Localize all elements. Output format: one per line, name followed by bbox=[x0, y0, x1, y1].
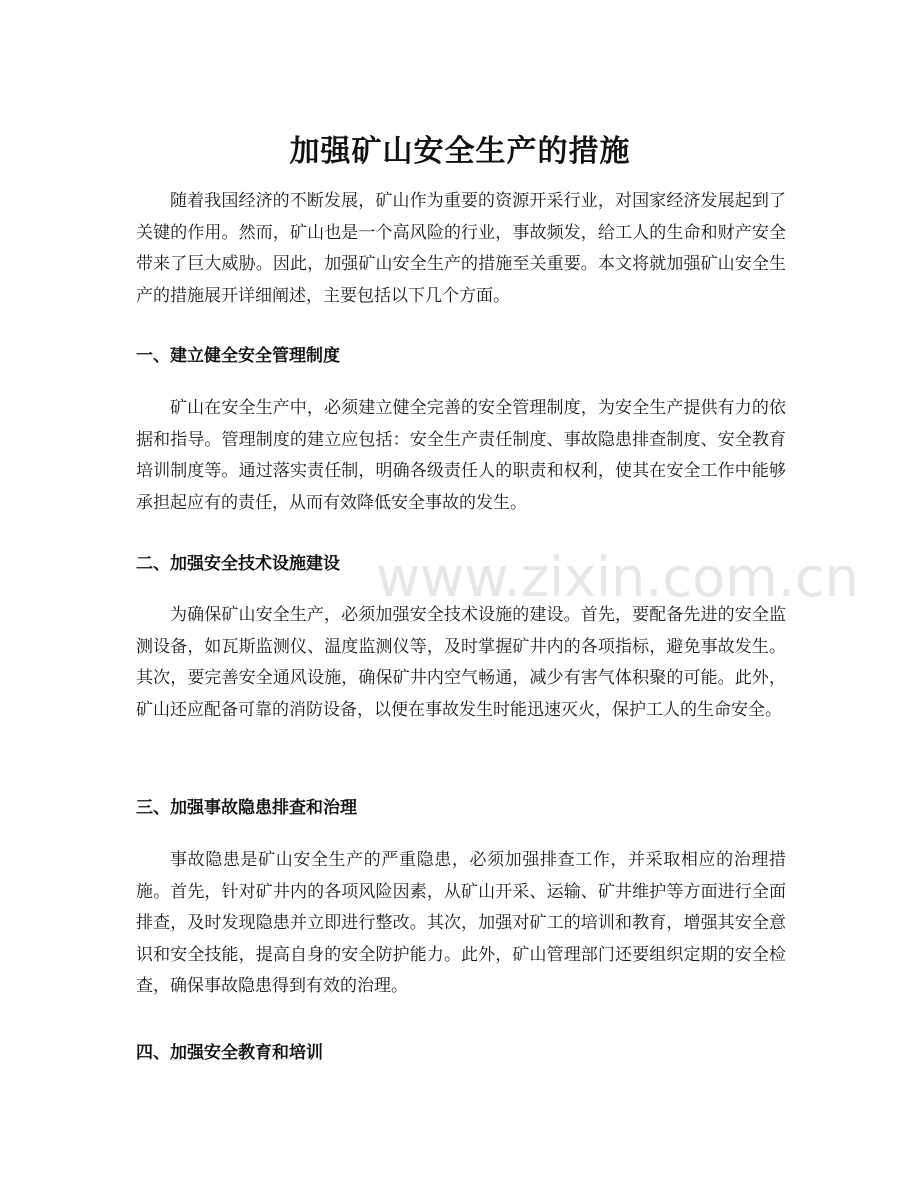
section-body-1: 矿山在安全生产中，必须建立健全完善的安全管理制度，为安全生产提供有力的依据和指导。管理制度的建立应包括：安全生产责任制度、事故隐患排查制度、安全教育培训制度等。通过落实责任制，明确各级责任人的职责和权利，使其在安全工作中能够承担起应有的责任，从而有效降低安全事故的发生。 bbox=[136, 398, 786, 513]
section-heading-2: 二、加强安全技术设施建设 bbox=[136, 554, 340, 574]
section-body-2: 为确保矿山安全生产，必须加强安全技术设施的建设。首先，要配备先进的安全监测设备，如瓦斯监测仪、温度监测仪等，及时掌握矿井内的各项指标，避免事故发生。其次，要完善安全通风设施，确保矿井内空气畅通，减少有害气体积聚的可能。此外，矿山还应配备可靠的消防设备，以便在事故发生时能迅速灭火，保护工人的生命安全。 bbox=[136, 605, 786, 720]
section-heading-4: 四、加强安全教育和培训 bbox=[136, 1043, 323, 1063]
watermark: www.zixin.com.cn bbox=[376, 546, 859, 609]
document-title: 加强矿山安全生产的措施 bbox=[289, 134, 631, 170]
intro-paragraph: 随着我国经济的不断发展，矿山作为重要的资源开采行业，对国家经济发展起到了关键的作用。然而，矿山也是一个高风险的行业，事故频发，给工人的生命和财产安全带来了巨大威胁。因此，加强矿山安全生产的措施至关重要。本文将就加强矿山安全生产的措施展开详细阐述，主要包括以下几个方面。 bbox=[136, 191, 786, 306]
section-body-3: 事故隐患是矿山安全生产的严重隐患，必须加强排查工作，并采取相应的治理措施。首先，针对矿井内的各项风险因素，从矿山开采、运输、矿井维护等方面进行全面排查，及时发现隐患并立即进行整改。其次，加强对矿工的培训和教育，增强其安全意识和安全技能，提高自身的安全防护能力。此外，矿山管理部门还要组织定期的安全检查，确保事故隐患得到有效的治理。 bbox=[136, 850, 786, 996]
section-heading-3: 三、加强事故隐患排查和治理 bbox=[136, 798, 357, 818]
section-heading-1: 一、建立健全安全管理制度 bbox=[136, 346, 340, 366]
